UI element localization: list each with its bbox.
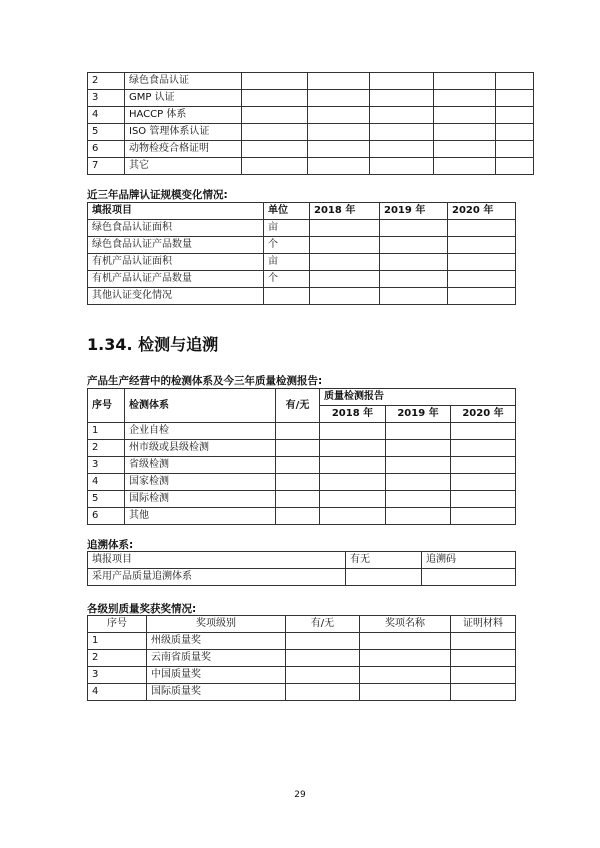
testing-caption: 产品生产经营中的检测体系及今三年质量检测报告: (87, 375, 323, 387)
table-row (88, 474, 516, 491)
col-header: 填报项目 (88, 552, 346, 569)
table-row (88, 288, 516, 305)
row-number: 2 (88, 73, 125, 90)
col-header: 追溯码 (422, 552, 516, 569)
col-header: 2019 年 (380, 203, 448, 220)
unit-label: 亩 (264, 220, 310, 237)
cert-name: GMP 认证 (125, 90, 242, 107)
col-header: 填报项目 (88, 203, 264, 220)
row-number: 6 (88, 141, 125, 158)
row-number: 4 (88, 107, 125, 124)
table-row (88, 124, 534, 141)
table-header-row (88, 552, 516, 569)
table-row (88, 684, 516, 701)
award-level: 云南省质量奖 (147, 650, 286, 667)
row-number: 2 (88, 650, 147, 667)
year-header: 2020 年 (451, 406, 516, 423)
row-number: 4 (88, 474, 125, 491)
award-table (87, 615, 516, 701)
item-label: 采用产品质量追溯体系 (88, 569, 346, 586)
table-row (88, 457, 516, 474)
col-header: 2018 年 (310, 203, 380, 220)
cert-name: 其它 (125, 158, 242, 175)
table-row (88, 569, 516, 586)
cert-name: 绿色食品认证 (125, 73, 242, 90)
item-label: 绿色食品认证产品数量 (88, 237, 264, 254)
table-row (88, 491, 516, 508)
row-number: 1 (88, 633, 147, 650)
table-row (88, 440, 516, 457)
system-name: 国际检测 (125, 491, 276, 508)
table-row (88, 633, 516, 650)
col-header: 2020 年 (448, 203, 516, 220)
table-row (88, 423, 516, 440)
col-header: 序号 (88, 389, 125, 423)
award-caption: 各级别质量奖获奖情况: (87, 603, 197, 615)
col-header: 有/无 (286, 616, 360, 633)
table-row (88, 237, 516, 254)
col-header: 奖项级别 (147, 616, 286, 633)
col-header: 检测体系 (125, 389, 276, 423)
system-name: 国家检测 (125, 474, 276, 491)
row-number: 1 (88, 423, 125, 440)
row-number: 4 (88, 684, 147, 701)
item-label: 有机产品认证面积 (88, 254, 264, 271)
unit-label (264, 288, 310, 305)
year-header: 2019 年 (386, 406, 451, 423)
table-row (88, 141, 534, 158)
unit-label: 个 (264, 237, 310, 254)
row-number: 3 (88, 457, 125, 474)
item-label: 其他认证变化情况 (88, 288, 264, 305)
row-number: 5 (88, 124, 125, 141)
award-level: 州级质量奖 (147, 633, 286, 650)
scale-caption: 近三年品牌认证规模变化情况: (87, 189, 228, 201)
table-header-row (88, 616, 516, 633)
year-header: 2018 年 (320, 406, 386, 423)
row-number: 7 (88, 158, 125, 175)
table-row (88, 667, 516, 684)
testing-table (87, 388, 516, 525)
row-number: 6 (88, 508, 125, 525)
unit-label: 亩 (264, 254, 310, 271)
cert-name: 动物检疫合格证明 (125, 141, 242, 158)
table-row (88, 90, 534, 107)
scale-table (87, 202, 516, 305)
col-header: 奖项名称 (360, 616, 451, 633)
col-header: 序号 (88, 616, 147, 633)
row-number: 2 (88, 440, 125, 457)
section-heading: 1.34. 检测与追溯 (87, 335, 219, 354)
page-number: 29 (294, 790, 306, 800)
certification-table (87, 72, 534, 175)
table-header-row (88, 389, 516, 406)
table-row (88, 508, 516, 525)
table-row (88, 220, 516, 237)
table-row (88, 650, 516, 667)
award-level: 国际质量奖 (147, 684, 286, 701)
award-level: 中国质量奖 (147, 667, 286, 684)
col-header: 有无 (346, 552, 422, 569)
col-header: 单位 (264, 203, 310, 220)
row-number: 3 (88, 667, 147, 684)
table-row (88, 271, 516, 288)
cert-name: HACCP 体系 (125, 107, 242, 124)
row-number: 3 (88, 90, 125, 107)
table-header-row (88, 203, 516, 220)
table-row (88, 107, 534, 124)
table-row (88, 73, 534, 90)
unit-label: 个 (264, 271, 310, 288)
col-header: 有/无 (276, 389, 320, 423)
item-label: 绿色食品认证面积 (88, 220, 264, 237)
system-name: 省级检测 (125, 457, 276, 474)
table-row (88, 158, 534, 175)
trace-caption: 追溯体系: (87, 539, 134, 551)
system-name: 州市级或县级检测 (125, 440, 276, 457)
system-name: 其他 (125, 508, 276, 525)
system-name: 企业自检 (125, 423, 276, 440)
item-label: 有机产品认证产品数量 (88, 271, 264, 288)
trace-table (87, 551, 516, 586)
col-header: 证明材料 (451, 616, 516, 633)
table-row (88, 254, 516, 271)
row-number: 5 (88, 491, 125, 508)
col-header: 质量检测报告 (320, 389, 516, 406)
cert-name: ISO 管理体系认证 (125, 124, 242, 141)
